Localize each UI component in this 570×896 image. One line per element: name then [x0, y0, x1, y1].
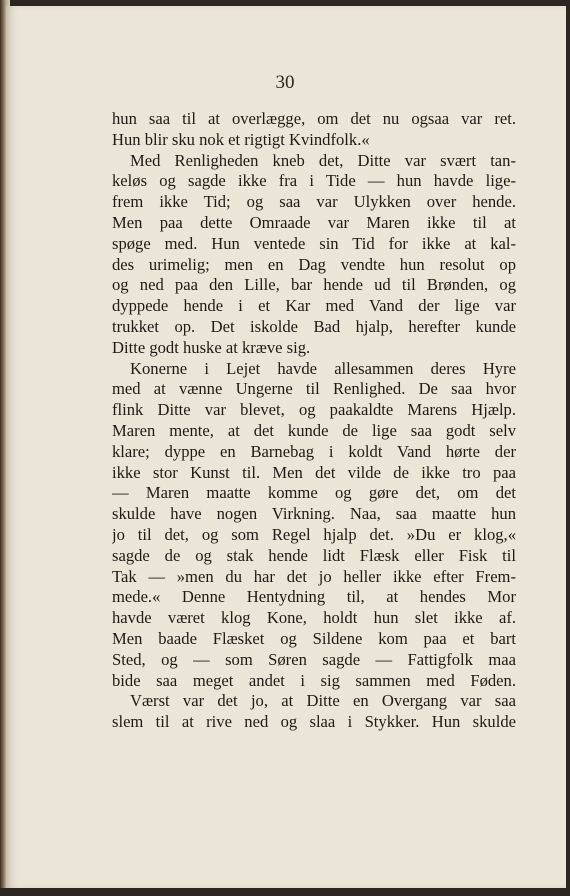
text-line: Men baade Flæsket og Sildene kom paa et bart	[112, 628, 516, 648]
text-line: slem til at rive ned og slaa i Stykker. Hun skulde	[112, 712, 516, 732]
text-line: trukket op. Det iskolde Bad hjalp, herefter kunde	[112, 316, 516, 336]
text-line: havde været klog Kone, holdt hun slet ikke af.	[112, 608, 516, 628]
text-line: sagde de og stak hende lidt Flæsk eller Fisk til	[112, 545, 516, 565]
text-line: spøge med. Hun ventede sin Tid for ikke at kal-	[112, 233, 516, 253]
text-line: med at vænne Ungerne til Renlighed. De saa hvor	[112, 379, 516, 399]
text-line: Men paa dette Omraade var Maren ikke til at	[112, 212, 516, 232]
text-line: klare; dyppe en Barnebag i koldt Vand hørte der	[112, 441, 516, 461]
text-line: hun saa til at overlægge, om det nu ogsaa var ret.	[112, 109, 516, 128]
text-line: keløs og sagde ikke fra i Tide — hun havde lige-	[112, 171, 516, 191]
page-number: 30	[275, 72, 295, 93]
text-line: ikke stor Kunst til. Men det vilde de ikke tro paa	[112, 462, 516, 482]
text-line: Konerne i Lejet havde allesammen deres Hyre	[130, 358, 516, 378]
text-line: Sted, og — som Søren sagde — Fattigfolk maa	[112, 649, 516, 669]
text-line: Ditte godt huske at kræve sig.	[112, 337, 311, 357]
text-line: flink Ditte var blevet, og paakaldte Marens Hjælp.	[112, 400, 516, 420]
text-line: des urimelig; men en Dag vendte hun resolut op	[112, 254, 516, 274]
text-line: mede.« Denne Hentydning til, at hendes Mor	[112, 587, 516, 607]
text-line: skulde have nogen Virkning. Naa, saa maatte hun	[112, 504, 516, 524]
text-line: bide saa meget andet i sig sammen med Føden.	[112, 670, 516, 690]
text-line: dyppede hende i et Kar med Vand der lige var	[112, 296, 516, 316]
text-line: jo til det, og som Regel hjalp det. »Du er klog,«	[112, 524, 516, 544]
scan-bottom-border	[0, 888, 570, 896]
text-line: frem ikke Tid; og saa var Ulykken over hende.	[112, 192, 516, 212]
text-line: — Maren maatte komme og gøre det, om det	[112, 483, 516, 503]
text-line: og ned paa den Lille, bar hende ud til Brønden, og	[112, 275, 516, 295]
text-line: Maren mente, at det kunde de lige saa godt selv	[112, 420, 516, 440]
text-line: Tak — »men du har det jo heller ikke efter Frem-	[112, 566, 516, 586]
text-line: Med Renligheden kneb det, Ditte var svært tan-	[130, 150, 516, 170]
text-line: Værst var det jo, at Ditte en Overgang var saa	[130, 691, 516, 711]
body-text	[112, 109, 516, 733]
text-line: Hun blir sku nok et rigtigt Kvindfolk.«	[112, 129, 370, 149]
